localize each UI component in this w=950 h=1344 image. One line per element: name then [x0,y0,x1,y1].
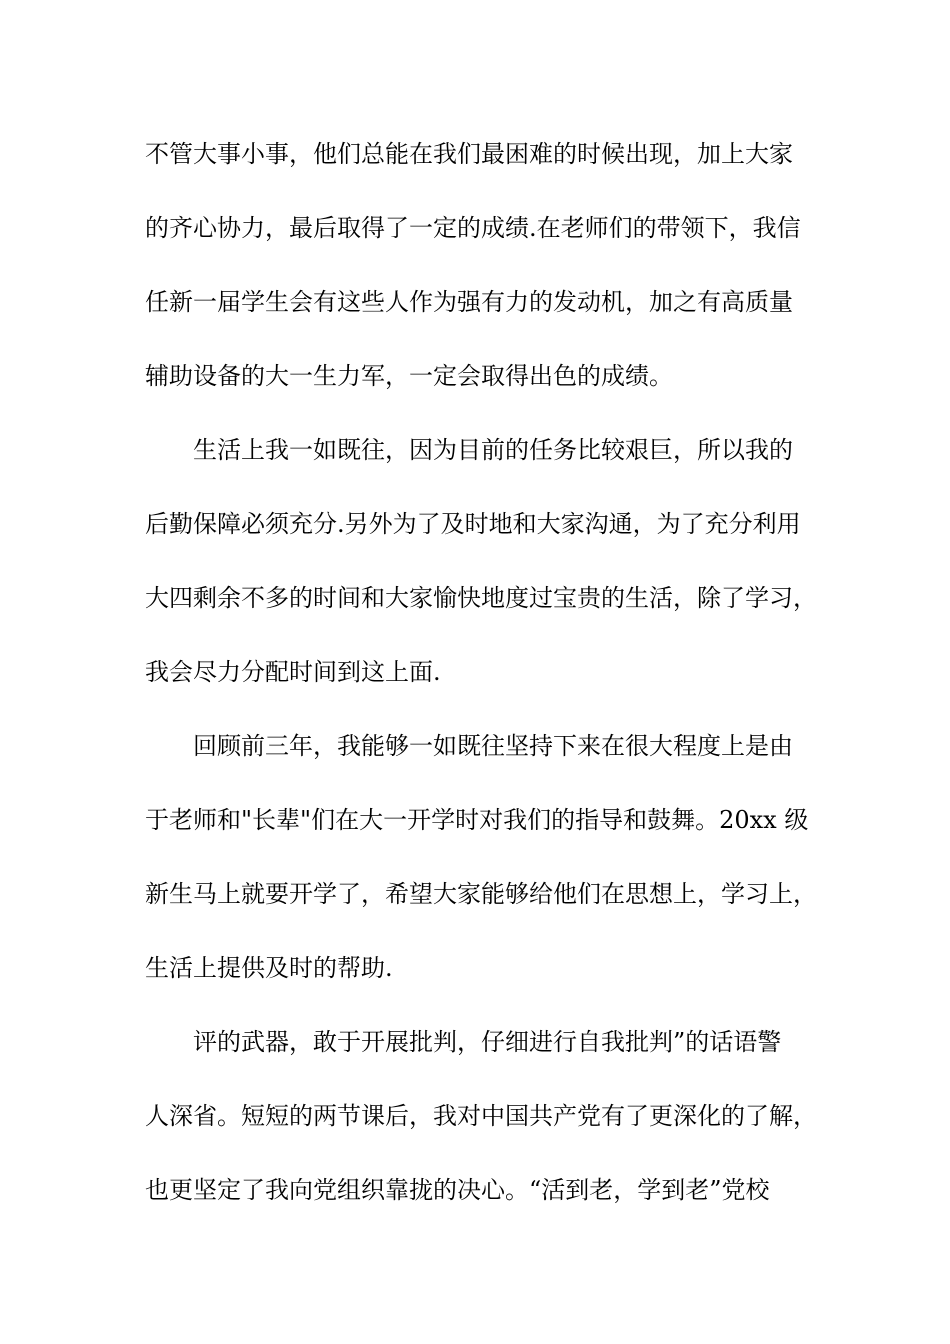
text-line-10: 于老师和"长辈"们在大一开学时对我们的指导和鼓舞。20xx 级 [145,806,809,834]
document-body [145,128,825,1238]
text-line-11: 新生马上就要开学了，希望大家能够给他们在思想上，学习上， [145,880,817,908]
text-line-1: 不管大事小事，他们总能在我们最困难的时候出现，加上大家 [145,140,793,168]
text-line-14: 人深省。短短的两节课后，我对中国共产党有了更深化的了解， [145,1102,817,1130]
text-line-3: 任新一届学生会有这些人作为强有力的发动机，加之有高质量 [145,288,793,316]
text-line-8: 我会尽力分配时间到这上面. [145,658,441,686]
text-line-7: 大四剩余不多的时间和大家愉快地度过宝贵的生活，除了学习， [145,584,817,612]
text-line-2: 的齐心协力，最后取得了一定的成绩.在老师们的带领下，我信 [145,214,801,242]
text-line-5: 生活上我一如既往，因为目前的任务比较艰巨，所以我的 [193,436,793,464]
text-line-9: 回顾前三年，我能够一如既往坚持下来在很大程度上是由 [193,732,793,760]
text-line-12: 生活上提供及时的帮助. [145,954,393,982]
text-line-15: 也更坚定了我向党组织靠拢的决心。“活到老，学到老”党校 [145,1176,770,1204]
text-line-6: 后勤保障必须充分.另外为了及时地和大家沟通，为了充分利用 [145,510,801,538]
text-line-13: 评的武器，敢于开展批判，仔细进行自我批判”的话语警 [193,1028,782,1056]
text-line-4: 辅助设备的大一生力军，一定会取得出色的成绩。 [145,362,673,390]
